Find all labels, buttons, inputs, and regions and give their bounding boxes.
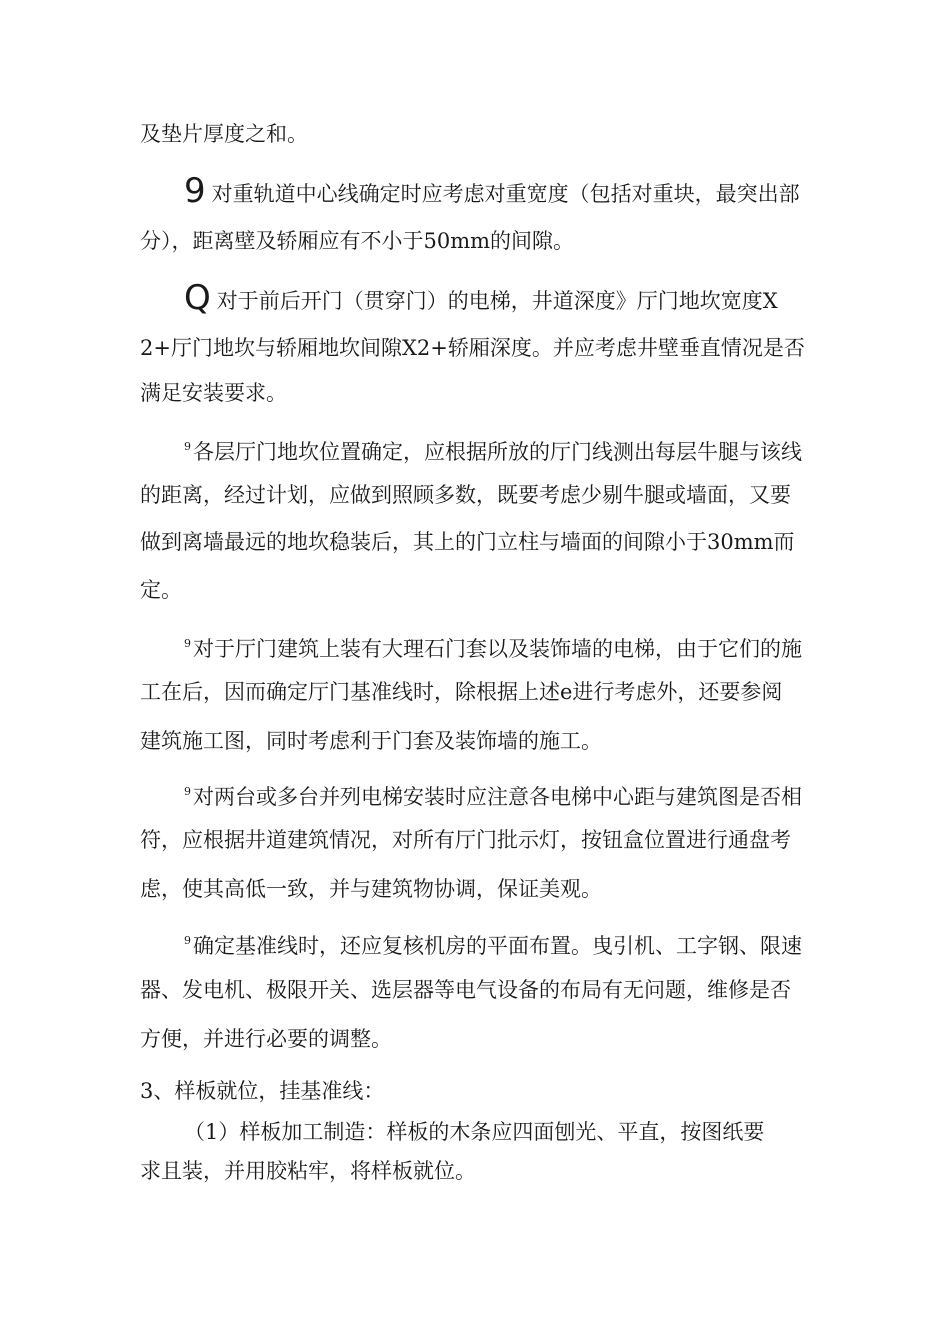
text-line: 建筑施工图，同时考虑利于门套及装饰墙的施工。 <box>140 729 602 753</box>
text-line: 定。 <box>140 578 182 602</box>
paragraph-item-10 <box>184 278 778 318</box>
text-line: 满足安装要求。 <box>140 381 287 405</box>
text-line: 2+厅门地坎与轿厢地坎间隙X2+轿厢深度。并应考虑井壁垂直情况是否 <box>140 336 805 360</box>
text-line: 工在后，因而确定厅门基准线时，除根据上述e进行考虑外，还要参阅 <box>140 680 783 704</box>
paragraph-item-12 <box>184 629 802 664</box>
text-line: 做到离墙最远的地坎稳装后，其上的门立柱与墙面的间隙小于30mm而 <box>140 530 795 554</box>
text-line: 符，应根据井道建筑情况，对所有厅门批示灯，按钮盒位置进行通盘考 <box>140 828 791 852</box>
text-line: 对于厅门建筑上装有大理石门套以及装饰墙的电梯，由于它们的施 <box>193 637 802 661</box>
bullet-glyph: 9 <box>184 934 191 947</box>
text-line: 方便，并进行必要的调整。 <box>140 1027 392 1051</box>
text-line: 对于前后开门（贯穿门）的电梯，井道深度》厅门地坎宽度X <box>216 289 778 313</box>
text-line: 虑，使其高低一致，并与建筑物协调，保证美观。 <box>140 877 602 901</box>
text-line: 的距离，经过计划，应做到照顾多数，既要考虑少剔牛腿或墙面，又要 <box>140 483 791 507</box>
text-line: 对重轨道中心线确定时应考虑对重宽度（包括对重块，最突出部 <box>211 182 800 206</box>
text-line: 确定基准线时，还应复核机房的平面布置。曳引机、工字钢、限速 <box>193 934 802 958</box>
text-line: 求且装，并用胶粘牢，将样板就位。 <box>140 1159 476 1183</box>
bullet-glyph: 9 <box>184 785 191 798</box>
text-line: （1）样板加工制造：样板的木条应四面刨光、平直，按图纸要 <box>184 1120 765 1144</box>
section-heading: 3、样板就位，挂基准线： <box>140 1079 385 1103</box>
paragraph-item-9 <box>184 171 816 211</box>
paragraph-item-13 <box>184 777 802 812</box>
bullet-glyph: 9 <box>184 171 206 211</box>
text-line: 对两台或多台并列电梯安装时应注意各电梯中心距与建筑图是否相 <box>193 785 802 809</box>
bullet-glyph: 9 <box>184 440 191 453</box>
paragraph-item-14 <box>184 926 802 961</box>
bullet-glyph: Q <box>184 278 211 318</box>
text-line: 器、发电机、极限开关、选层器等电气设备的布局有无问题，维修是否 <box>140 978 791 1002</box>
bullet-glyph: 9 <box>184 637 191 650</box>
text-line: 各层厅门地坎位置确定，应根据所放的厅门线测出每层牛腿与该线 <box>193 440 802 464</box>
text-line: 分），距离壁及轿厢应有不小于50mm的间隙。 <box>140 229 575 253</box>
paragraph-item-11 <box>184 432 802 467</box>
text-line: 及垫片厚度之和。 <box>140 122 308 146</box>
